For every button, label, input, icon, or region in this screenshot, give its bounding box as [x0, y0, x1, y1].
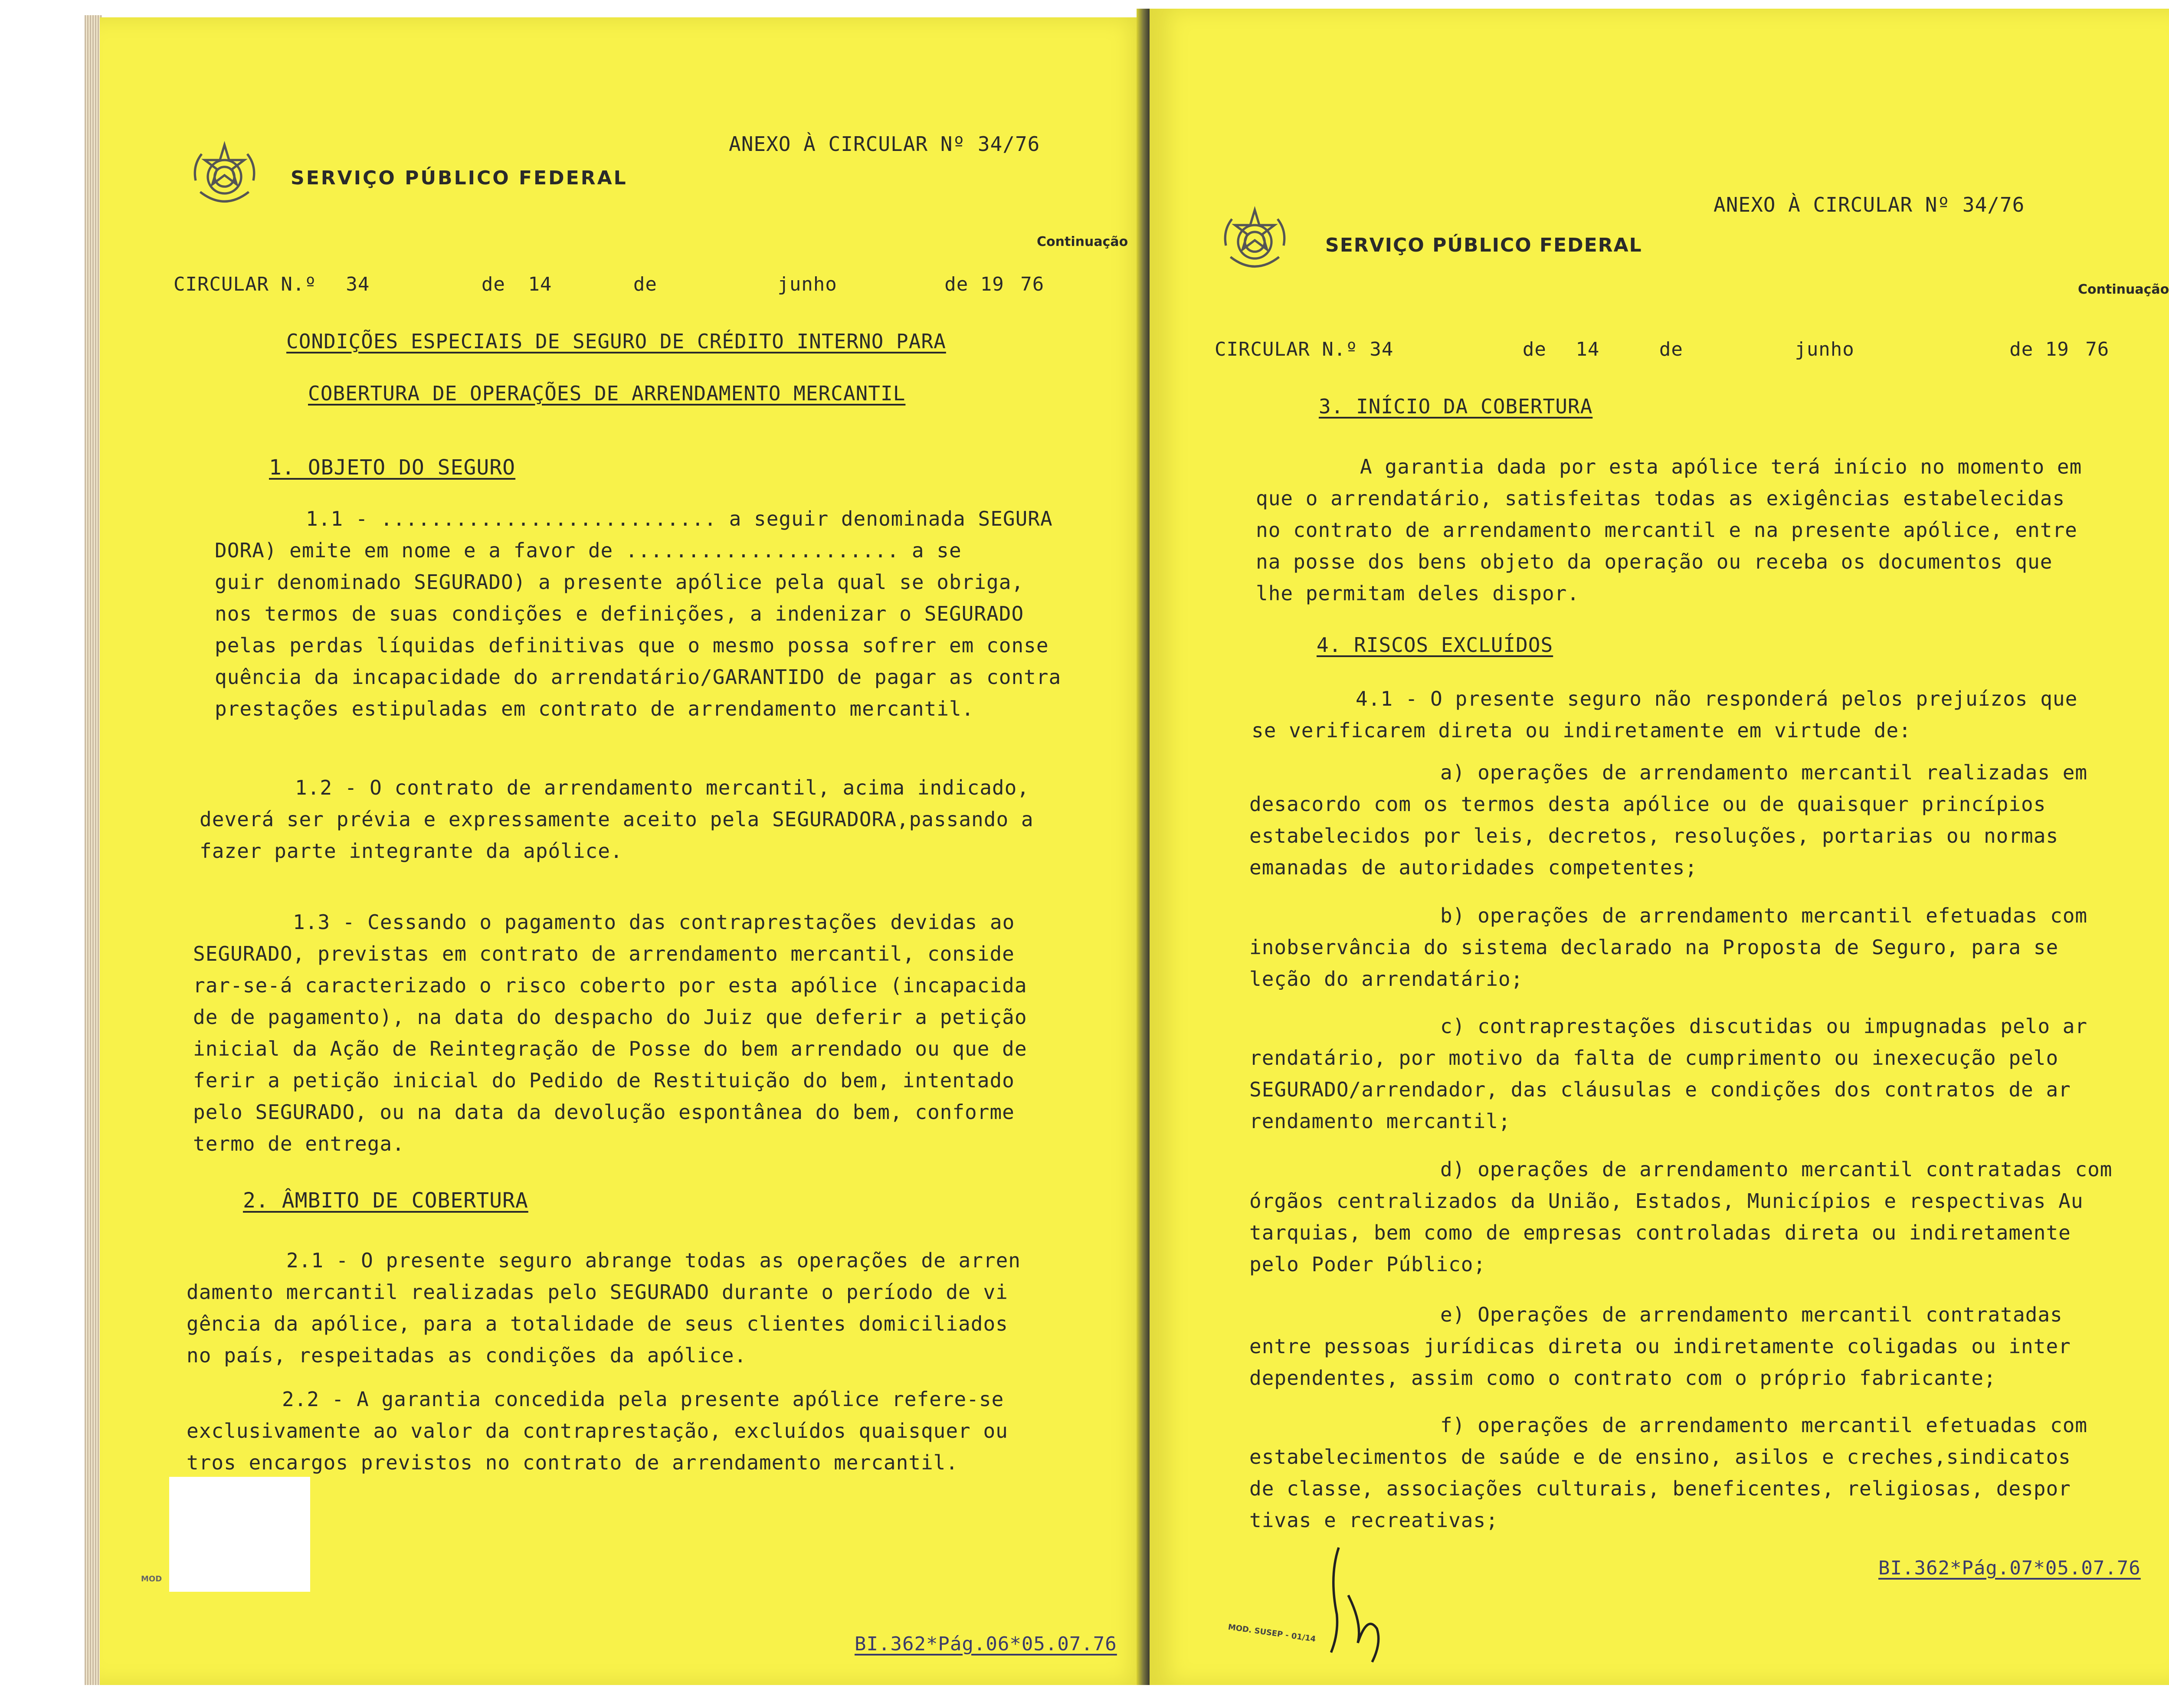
circular-label: CIRCULAR N.º: [1215, 338, 1358, 360]
text-line: lhe permitam deles dispor.: [1256, 582, 1580, 605]
item-b: [1249, 900, 2087, 995]
text-line: desacordo com os termos desta apólice ou de quaisquer princípios: [1249, 792, 2046, 816]
form-model-label: MOD. SUSEP - 01/14: [1227, 1622, 1317, 1644]
text-line: pelo Poder Público;: [1249, 1253, 1486, 1276]
paragraph-3: [1256, 451, 2082, 609]
text-line: gência da apólice, para a totalidade de seus clientes domiciliados: [187, 1312, 1008, 1335]
paragraph-1-3: [193, 906, 1027, 1160]
text-line: guir denominado SEGURADO) a presente apólice pela qual se obriga,: [215, 570, 1024, 594]
text-line: termo de entrega.: [193, 1132, 405, 1155]
text-line: 1.2 - O contrato de arrendamento mercantil, acima indicado,: [295, 776, 1029, 799]
text-line: damento mercantil realizadas pelo SEGURADO durante o período de vi: [187, 1280, 1008, 1304]
redaction-box: [169, 1477, 310, 1592]
paragraph-2-2: [187, 1384, 1008, 1479]
text-line: nos termos de suas condições e definições, a indenizar o SEGURADO: [215, 602, 1024, 625]
item-d: [1249, 1154, 2113, 1280]
text-line: e) Operações de arrendamento mercantil contratadas: [1440, 1303, 2063, 1326]
text-line: de classe, associações culturais, beneficentes, religiosas, despor: [1249, 1477, 2071, 1500]
text-line: 4.1 - O presente seguro não responderá pelos prejuízos que: [1356, 687, 2078, 710]
text-line: de de pagamento), na data do despacho do Juiz que deferir a petição: [193, 1005, 1027, 1029]
circular-day: 14: [528, 273, 552, 295]
text-line: b) operações de arrendamento mercantil efetuadas com: [1440, 904, 2088, 927]
item-a: [1249, 757, 2087, 883]
section-3-heading: 3. INÍCIO DA COBERTURA: [1319, 395, 1593, 418]
text-line: ferir a petição inicial do Pedido de Restituição do bem, intentado: [193, 1069, 1015, 1092]
text-line: f) operações de arrendamento mercantil efetuadas com: [1440, 1414, 2088, 1437]
page-footer: BI.362*Pág.07*05.07.76: [1878, 1557, 2141, 1579]
paragraph-1-1: [215, 503, 1061, 725]
text-line: rar-se-á caracterizado o risco coberto por esta apólice (incapacida: [193, 974, 1027, 997]
circular-de2: de: [633, 273, 657, 295]
paragraph-1-2: [200, 772, 1034, 867]
page-footer: BI.362*Pág.06*05.07.76: [855, 1633, 1117, 1655]
service-header: SERVIÇO PÚBLICO FEDERAL: [291, 167, 628, 189]
text-line: 2.1 - O presente seguro abrange todas as operações de arren: [286, 1249, 1021, 1272]
text-line: deverá ser prévia e expressamente aceito pela SEGURADORA,passando a: [200, 808, 1034, 831]
text-line: estabelecimentos de saúde e de ensino, asilos e creches,sindicatos: [1249, 1445, 2071, 1469]
circular-month: junho: [1795, 338, 1854, 360]
text-line: inicial da Ação de Reintegração de Posse do bem arrendado ou que de: [193, 1037, 1027, 1060]
text-line: tarquias, bem como de empresas controladas direta ou indiretamente: [1249, 1221, 2071, 1244]
text-line: fazer parte integrante da apólice.: [200, 839, 623, 863]
circular-number: 34: [346, 273, 370, 295]
right-page: [1150, 9, 2169, 1685]
text-line: tivas e recreativas;: [1249, 1508, 1498, 1532]
text-line: inobservância do sistema declarado na Proposta de Seguro, para se: [1249, 936, 2059, 959]
text-line: no país, respeitadas as condições da apólice.: [187, 1344, 747, 1367]
document-title-line2: COBERTURA DE OPERAÇÕES DE ARRENDAMENTO MERCANTIL: [308, 382, 906, 405]
text-line: A garantia dada por esta apólice terá início no momento em: [1360, 455, 2082, 478]
text-line: exclusivamente ao valor da contraprestação, excluídos quaisquer ou: [187, 1419, 1008, 1443]
republic-emblem-icon: [1217, 204, 1293, 280]
text-line: rendamento mercantil;: [1249, 1109, 1511, 1133]
text-line: SEGURADO/arrendador, das cláusulas e condições dos contratos de ar: [1249, 1078, 2071, 1101]
margin-note: MOD: [141, 1574, 162, 1584]
text-line: se verificarem direta ou indiretamente em virtude de:: [1252, 719, 1911, 742]
text-line: SEGURADO, previstas em contrato de arrendamento mercantil, conside: [193, 942, 1015, 965]
circular-line: [1215, 338, 2109, 360]
circular-de3: de 19: [944, 273, 1004, 295]
text-line: DORA) emite em nome e a favor de ...................... a se: [215, 539, 962, 562]
annex-header: ANEXO À CIRCULAR Nº 34/76: [729, 132, 1040, 156]
section-1-heading: 1. OBJETO DO SEGURO: [269, 455, 516, 480]
continuation-label: Continuação: [2078, 282, 2169, 297]
continuation-label: Continuação: [1037, 234, 1128, 249]
circular-year: 76: [1020, 273, 1045, 295]
text-line: 1.3 - Cessando o pagamento das contraprestações devidas ao: [293, 910, 1015, 934]
book-left-edge: [85, 15, 102, 1685]
text-line: 1.1 - ........................... a seguir denominada SEGURA: [306, 507, 1053, 530]
item-f: [1249, 1410, 2087, 1536]
section-2-heading: 2. ÂMBITO DE COBERTURA: [243, 1188, 528, 1213]
text-line: estabelecidos por leis, decretos, resoluções, portarias ou normas: [1249, 824, 2059, 847]
circular-year: 76: [2085, 338, 2110, 360]
text-line: c) contraprestações discutidas ou impugnadas pelo ar: [1440, 1014, 2088, 1038]
text-line: pelas perdas líquidas definitivas que o mesmo possa sofrer em conse: [215, 634, 1049, 657]
text-line: no contrato de arrendamento mercantil e na presente apólice, entre: [1256, 518, 2077, 542]
handwritten-signature: [1310, 1535, 1406, 1674]
republic-emblem-icon: [187, 139, 262, 215]
circular-de2: de: [1659, 338, 1683, 360]
text-line: entre pessoas jurídicas direta ou indiretamente coligadas ou inter: [1249, 1335, 2071, 1358]
text-line: quência da incapacidade do arrendatário/GARANTIDO de pagar as contra: [215, 665, 1062, 689]
text-line: emanadas de autoridades competentes;: [1249, 856, 1697, 879]
text-line: na posse dos bens objeto da operação ou receba os documentos que: [1256, 550, 2053, 573]
text-line: órgãos centralizados da União, Estados, Municípios e respectivas Au: [1249, 1189, 2084, 1213]
item-c: [1249, 1011, 2087, 1137]
circular-de1: de: [481, 273, 505, 295]
circular-de1: de: [1522, 338, 1546, 360]
text-line: pelo SEGURADO, ou na data da devolução espontânea do bem, conforme: [193, 1100, 1015, 1124]
circular-de3: de 19: [2009, 338, 2069, 360]
circular-line: [174, 273, 1044, 295]
annex-header: ANEXO À CIRCULAR Nº 34/76: [1714, 193, 2025, 216]
circular-label: CIRCULAR N.º: [174, 273, 317, 295]
text-line: d) operações de arrendamento mercantil contratadas com: [1440, 1158, 2113, 1181]
paragraph-2-1: [187, 1245, 1021, 1371]
section-4-heading: 4. RISCOS EXCLUÍDOS: [1317, 633, 1553, 657]
text-line: que o arrendatário, satisfeitas todas as exigências estabelecidas: [1256, 487, 2065, 510]
text-line: 2.2 - A garantia concedida pela presente apólice refere-se: [282, 1387, 1004, 1411]
circular-day: 14: [1576, 338, 1600, 360]
left-page: [100, 17, 1150, 1685]
text-line: a) operações de arrendamento mercantil realizadas em: [1440, 761, 2088, 784]
text-line: prestações estipuladas em contrato de arrendamento mercantil.: [215, 697, 974, 720]
text-line: leção do arrendatário;: [1249, 967, 1524, 991]
text-line: rendatário, por motivo da falta de cumprimento ou inexecução pelo: [1249, 1046, 2059, 1070]
paragraph-4-1: [1252, 683, 2077, 746]
circular-number: 34: [1370, 338, 1394, 360]
circular-month: junho: [777, 273, 837, 295]
text-line: tros encargos previstos no contrato de arrendamento mercantil.: [187, 1451, 959, 1474]
item-e: [1249, 1299, 2071, 1394]
document-title-line1: CONDIÇÕES ESPECIAIS DE SEGURO DE CRÉDITO INTERNO PARA: [286, 330, 946, 353]
text-line: dependentes, assim como o contrato com o próprio fabricante;: [1249, 1366, 1996, 1390]
service-header: SERVIÇO PÚBLICO FEDERAL: [1325, 234, 1642, 256]
